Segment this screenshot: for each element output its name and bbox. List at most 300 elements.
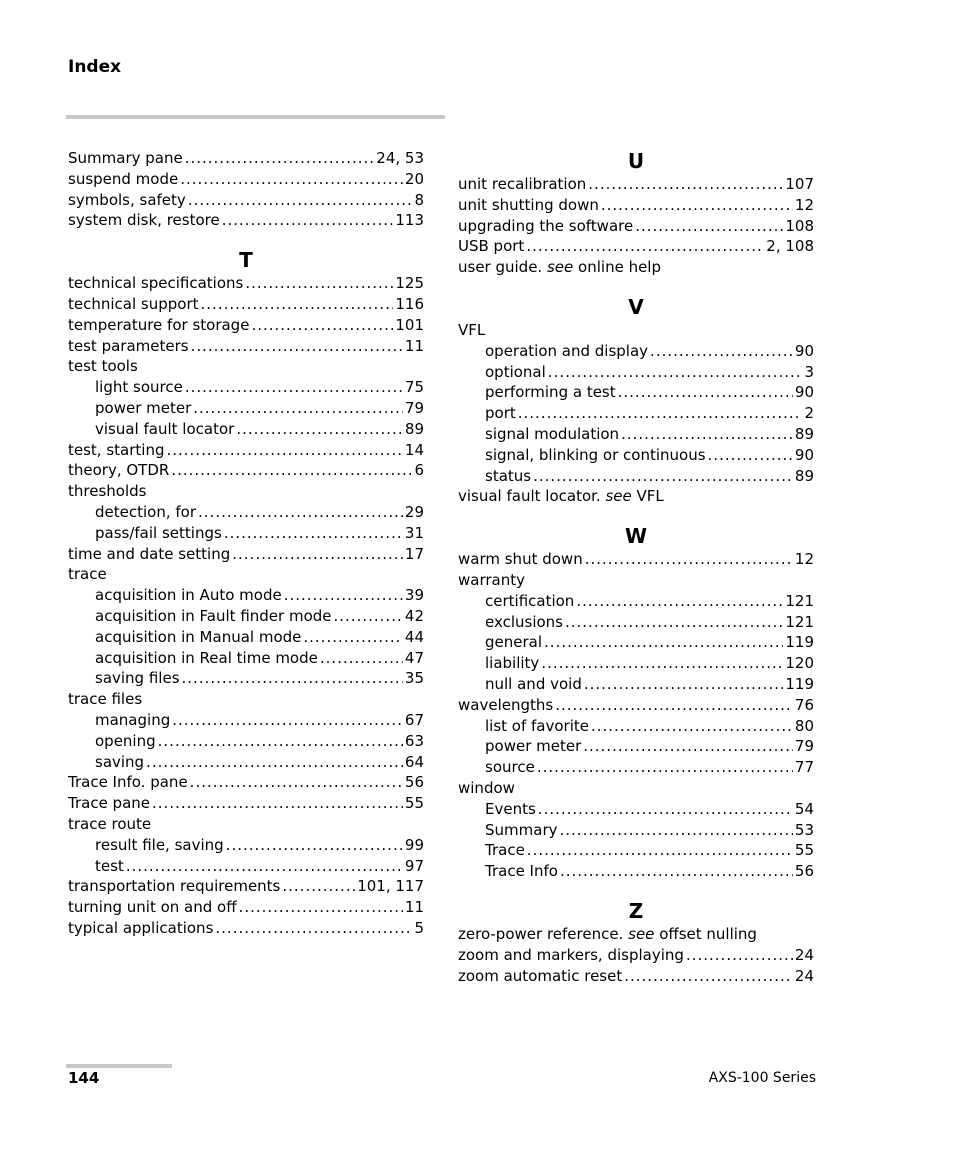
index-term [68, 169, 178, 190]
index-page-ref: 42 [404, 606, 424, 625]
dot-leader [222, 210, 394, 231]
index-term [485, 820, 558, 841]
see-target: online help [578, 258, 661, 277]
index-term-text: technical specifications [68, 274, 244, 293]
index-term [485, 341, 648, 362]
index-term [485, 861, 558, 882]
index-entry [458, 174, 814, 195]
index-term [95, 731, 156, 752]
index-term [95, 648, 318, 669]
index-term [458, 195, 599, 216]
index-term-text: zoom automatic reset [458, 966, 623, 985]
index-term-text: Summary pane [68, 149, 183, 167]
dot-leader [538, 799, 793, 820]
index-page-ref: 99 [404, 835, 424, 854]
index-page-ref: 55 [404, 794, 424, 813]
index-term-text: status [485, 466, 532, 485]
index-letter-heading: T [239, 248, 253, 273]
index-term [458, 549, 583, 570]
index-term-text: zoom and markers, displaying [458, 945, 684, 964]
index-term [458, 778, 515, 799]
index-term-text: wavelengths [458, 695, 554, 714]
index-term [68, 315, 249, 336]
index-term [485, 799, 536, 820]
index-term [485, 632, 542, 653]
index-entry [68, 544, 424, 565]
dot-leader [188, 190, 413, 211]
index-term [95, 377, 183, 398]
index-term [68, 814, 151, 835]
index-term-text: detection, for [95, 502, 197, 521]
dot-leader [172, 710, 403, 731]
index-subentry [458, 840, 814, 861]
index-entry [68, 772, 424, 793]
index-term [485, 840, 525, 861]
index-term [95, 835, 224, 856]
dot-leader [224, 523, 403, 544]
index-term-text: Trace Info [485, 862, 558, 881]
index-page-ref: 120 [785, 654, 814, 673]
index-term [95, 523, 222, 544]
index-page-ref: 97 [404, 856, 424, 875]
index-page-ref: 101, 117 [357, 877, 424, 896]
index-term-text: power meter [95, 398, 192, 417]
index-term [68, 772, 188, 793]
dot-leader [541, 653, 783, 674]
index-letter-heading: U [627, 149, 645, 173]
index-subentry [458, 424, 814, 445]
index-term [458, 695, 553, 716]
index-term-text: visual fault locator. [458, 487, 601, 506]
index-entry [458, 570, 814, 591]
index-entry [68, 481, 424, 502]
index-term-text: signal modulation [485, 424, 620, 443]
index-entry [68, 336, 424, 357]
index-entry [68, 148, 424, 169]
dot-leader [555, 695, 793, 716]
index-subentry [458, 632, 814, 653]
index-page-ref: 80 [794, 716, 814, 735]
index-page-ref: 77 [794, 758, 814, 777]
index-term-text: test, starting [68, 440, 165, 459]
index-page-ref: 12 [794, 195, 814, 214]
index-page-ref: 20 [404, 169, 424, 188]
index-entry [458, 695, 814, 716]
index-entry [458, 924, 814, 945]
dot-leader [624, 966, 793, 987]
index-term-text: unit shutting down [458, 195, 599, 214]
index-term-text: Events [485, 799, 536, 818]
dot-leader [585, 549, 793, 570]
dot-leader [576, 591, 783, 612]
index-page-ref: 11 [404, 898, 424, 917]
index-term [68, 689, 142, 710]
dot-leader [185, 377, 403, 398]
index-term-text: general [485, 633, 543, 652]
index-entry [68, 210, 424, 231]
index-entry [68, 876, 424, 897]
index-page-ref: 47 [404, 648, 424, 667]
index-term [458, 924, 757, 945]
index-term-text: performing a test [485, 383, 616, 402]
dot-leader [544, 632, 783, 653]
index-term-text: symbols, safety [68, 190, 186, 209]
index-page-ref: 2 [804, 404, 814, 423]
index-subentry [458, 757, 814, 778]
index-entry [68, 918, 424, 939]
dot-leader [198, 502, 403, 523]
index-subentry [458, 799, 814, 820]
index-term-text: signal, blinking or continuous [485, 445, 706, 464]
index-term [458, 320, 485, 341]
index-term-text: test tools [68, 357, 138, 376]
index-page-ref: 64 [404, 752, 424, 771]
index-subentry [68, 648, 424, 669]
index-subentry [458, 674, 814, 695]
index-term-text: theory, OTDR [68, 461, 170, 480]
index-page-ref: 44 [404, 627, 424, 646]
dot-leader [621, 424, 793, 445]
index-term [485, 445, 706, 466]
index-term [68, 440, 164, 461]
dot-leader [251, 315, 393, 336]
dot-leader [560, 861, 793, 882]
index-subentry [68, 856, 424, 877]
index-term-text: thresholds [68, 482, 147, 501]
see-reference: see [605, 487, 632, 506]
index-page-ref: 90 [794, 383, 814, 402]
index-page-ref: 63 [404, 731, 424, 750]
index-term [485, 424, 619, 445]
index-term [68, 273, 243, 294]
index-page-ref: 53 [794, 820, 814, 839]
index-entry [458, 216, 814, 237]
dot-leader [303, 627, 403, 648]
dot-leader [191, 336, 403, 357]
index-term-text: operation and display [485, 341, 649, 360]
index-page-ref: 107 [785, 175, 814, 193]
index-subentry [68, 377, 424, 398]
index-term [95, 856, 124, 877]
index-term-text: acquisition in Auto mode [95, 586, 282, 605]
index-term [68, 148, 183, 169]
index-page-ref: 119 [785, 674, 814, 693]
index-page-ref: 2, 108 [766, 237, 814, 256]
index-term-text: acquisition in Real time mode [95, 648, 318, 667]
index-entry [68, 814, 424, 835]
index-entry [68, 460, 424, 481]
index-term [458, 945, 684, 966]
dot-leader [171, 460, 412, 481]
header-rule [66, 115, 445, 119]
dot-leader [158, 731, 403, 752]
index-subentry [68, 752, 424, 773]
index-term-text: result file, saving [95, 835, 224, 854]
index-page-ref: 11 [404, 336, 424, 355]
index-term-text: unit recalibration [458, 175, 587, 193]
dot-leader [533, 466, 793, 487]
index-term-text: technical support [68, 294, 199, 313]
index-subentry [68, 710, 424, 731]
index-term-text: liability [485, 654, 540, 673]
index-page-ref: 5 [414, 918, 424, 937]
index-term [485, 757, 535, 778]
dot-leader [232, 544, 403, 565]
index-term [458, 486, 664, 507]
dot-leader [635, 216, 783, 237]
index-term-text: typical applications [68, 918, 214, 937]
index-page-ref: 14 [404, 440, 424, 459]
dot-leader [245, 273, 393, 294]
index-letter-heading: W [624, 524, 648, 549]
index-page-ref: 89 [404, 419, 424, 438]
dot-leader [282, 876, 355, 897]
index-page-ref: 3 [804, 362, 814, 381]
index-term [95, 752, 144, 773]
index-term [95, 398, 191, 419]
index-term-text: suspend mode [68, 169, 179, 188]
dot-leader [583, 736, 793, 757]
index-page-ref: 56 [794, 862, 814, 881]
index-term [485, 466, 531, 487]
index-page-ref: 90 [794, 341, 814, 360]
index-subentry [68, 731, 424, 752]
index-term-text: transportation requirements [68, 877, 281, 896]
index-entry [458, 195, 814, 216]
dot-leader [527, 840, 793, 861]
dot-leader [180, 169, 403, 190]
index-page-ref: 113 [395, 211, 424, 230]
see-reference: see [628, 924, 655, 943]
index-term [458, 216, 633, 237]
dot-leader [334, 606, 403, 627]
index-term [95, 668, 180, 689]
index-term-text: pass/fail settings [95, 523, 222, 542]
index-term-text: user guide. [458, 258, 543, 277]
index-entry [68, 689, 424, 710]
dot-leader [565, 612, 783, 633]
index-entry [68, 440, 424, 461]
index-entry [68, 169, 424, 190]
index-column-right [458, 148, 814, 986]
index-page-ref: 116 [395, 294, 424, 313]
index-page-ref: 39 [404, 586, 424, 605]
dot-leader [591, 716, 793, 737]
index-term-text: temperature for storage [68, 315, 250, 334]
dot-leader [190, 772, 403, 793]
index-entry [68, 897, 424, 918]
index-entry [68, 793, 424, 814]
index-term-text: test [95, 856, 124, 875]
index-subentry [68, 668, 424, 689]
index-term-text: time and date setting [68, 544, 231, 563]
index-entry [458, 257, 814, 278]
index-term [485, 403, 516, 424]
index-entry [68, 190, 424, 211]
index-subentry [458, 716, 814, 737]
index-term-text: port [485, 404, 516, 423]
index-term-text: saving [95, 752, 145, 771]
index-term-text: managing [95, 710, 171, 729]
see-reference: see [546, 258, 574, 277]
index-term-text: test parameters [68, 336, 189, 355]
index-term-text: trace files [68, 690, 143, 709]
index-page-ref: 90 [794, 445, 814, 464]
index-term-text: saving files [95, 669, 180, 688]
index-term-text: trace [68, 565, 107, 584]
index-subentry [458, 466, 814, 487]
index-subentry [458, 382, 814, 403]
index-subentry [68, 523, 424, 544]
index-entry [68, 564, 424, 585]
index-entry [458, 320, 814, 341]
index-page-ref: 101 [395, 315, 424, 334]
index-subentry [68, 606, 424, 627]
index-term-text: source [485, 758, 535, 777]
dot-leader [226, 835, 403, 856]
index-page-ref: 24 [794, 945, 814, 964]
index-page-ref: 24, 53 [376, 149, 424, 167]
index-term [485, 674, 582, 695]
index-term [68, 897, 237, 918]
index-term-text: light source [95, 378, 183, 397]
index-term [68, 481, 146, 502]
dot-leader [215, 918, 412, 939]
index-term-text: window [458, 778, 515, 797]
index-subentry [458, 861, 814, 882]
index-page-ref: 35 [404, 669, 424, 688]
dot-leader [182, 668, 403, 689]
index-page-ref: 55 [794, 841, 814, 860]
index-term-text: Trace Info. pane [68, 773, 188, 792]
index-term-text: VFL [458, 320, 486, 339]
index-subentry [68, 585, 424, 606]
index-entry [458, 778, 814, 799]
index-term [485, 736, 581, 757]
index-subentry [458, 341, 814, 362]
index-term-text: null and void [485, 674, 582, 693]
dot-leader [146, 752, 403, 773]
index-term-text: Summary [485, 820, 558, 839]
index-term [485, 591, 574, 612]
dot-leader [193, 398, 403, 419]
dot-leader [320, 648, 403, 669]
index-subentry [458, 820, 814, 841]
dot-leader [126, 856, 403, 877]
index-term [485, 382, 616, 403]
index-term-text: warranty [458, 570, 525, 589]
index-subentry [458, 736, 814, 757]
index-term-text: USB port [458, 237, 525, 256]
index-page-ref: 29 [404, 502, 424, 521]
index-term [68, 210, 220, 231]
index-term [95, 627, 301, 648]
index-term [68, 544, 230, 565]
index-page-ref: 119 [785, 633, 814, 652]
index-term-text: trace route [68, 814, 152, 833]
index-term [68, 460, 169, 481]
index-subentry [458, 362, 814, 383]
dot-leader [548, 362, 803, 383]
index-term [485, 612, 563, 633]
index-subentry [68, 502, 424, 523]
index-page-ref: 89 [794, 466, 814, 485]
index-term-text: Trace [485, 841, 525, 860]
index-page-ref: 56 [404, 773, 424, 792]
dot-leader [166, 440, 402, 461]
index-letter-heading: V [628, 294, 644, 319]
running-header-title: Index [68, 57, 122, 77]
index-term [95, 502, 196, 523]
dot-leader [537, 757, 793, 778]
index-entry [458, 486, 814, 507]
index-term-text: system disk, restore [68, 211, 220, 230]
index-entry [458, 549, 814, 570]
dot-leader [686, 945, 793, 966]
index-page-ref: 76 [794, 695, 814, 714]
dot-leader [152, 793, 403, 814]
index-entry [458, 236, 814, 257]
index-entry [458, 945, 814, 966]
index-subentry [68, 398, 424, 419]
index-page-ref: 67 [404, 710, 424, 729]
dot-leader [284, 585, 403, 606]
index-column-left [68, 148, 424, 939]
index-term-text: list of favorite [485, 716, 589, 735]
index-term-text: turning unit on and off [68, 898, 237, 917]
index-term [458, 174, 586, 195]
index-term-text: exclusions [485, 612, 563, 631]
index-term [68, 356, 138, 377]
dot-leader [601, 195, 793, 216]
index-term [95, 419, 234, 440]
index-term [68, 294, 199, 315]
dot-leader [650, 341, 793, 362]
index-term [95, 585, 282, 606]
index-subentry [68, 419, 424, 440]
index-term [458, 257, 661, 278]
dot-leader [201, 294, 394, 315]
index-page-ref: 121 [785, 612, 814, 631]
dot-leader [526, 236, 764, 257]
index-term-text: zero-power reference. [458, 924, 624, 943]
index-page-ref: 12 [794, 550, 814, 569]
product-series: AXS-100 Series [708, 1070, 816, 1086]
index-entry [68, 294, 424, 315]
index-page-ref: 75 [404, 378, 424, 397]
index-term [485, 716, 589, 737]
index-page-ref: 31 [404, 523, 424, 542]
dot-leader [560, 820, 793, 841]
index-term-text: certification [485, 591, 575, 610]
index-term [485, 653, 539, 674]
index-term [95, 710, 170, 731]
index-subentry [458, 591, 814, 612]
dot-leader [236, 419, 403, 440]
dot-leader [584, 674, 784, 695]
index-term-text: opening [95, 731, 156, 750]
index-term [68, 876, 280, 897]
index-term [95, 606, 332, 627]
index-page-ref: 108 [785, 216, 814, 235]
dot-leader [518, 403, 803, 424]
index-page-ref: 54 [794, 799, 814, 818]
see-target: VFL [636, 487, 664, 506]
index-page-ref: 24 [794, 966, 814, 985]
index-subentry [458, 403, 814, 424]
index-term [68, 190, 186, 211]
index-entry [68, 273, 424, 294]
